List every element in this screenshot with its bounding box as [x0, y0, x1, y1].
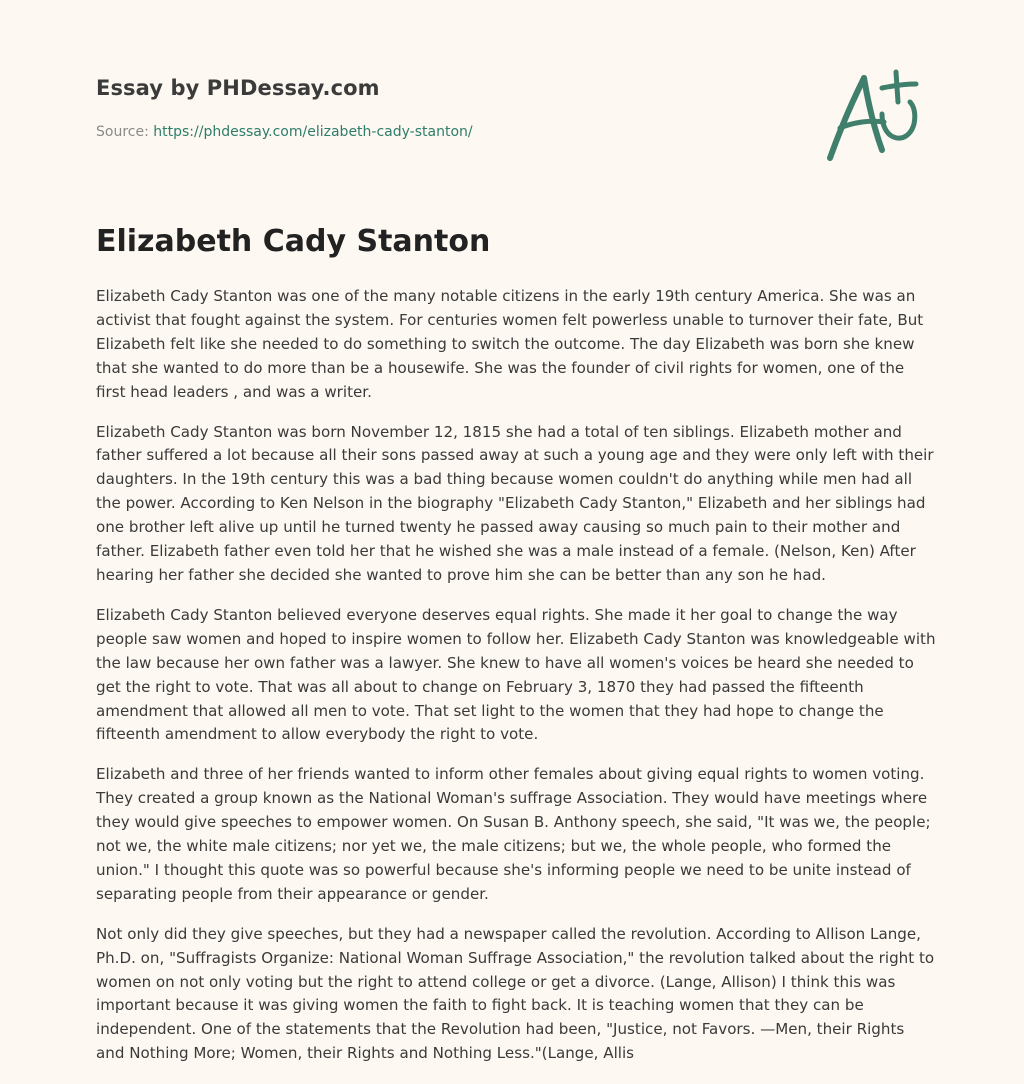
- source-line: [96, 124, 473, 140]
- site-title: Essay by PHDessay.com: [96, 76, 380, 100]
- a-plus-logo-icon: [818, 66, 930, 168]
- source-label: Source:: [96, 124, 149, 140]
- essay-paragraph: Elizabeth Cady Stanton was one of the many notable citizens in the early 19th century America. She was an activist that fought against the system. For centuries women felt powerless unable to turnover their fate, But Elizabeth felt like she needed to do something to switch the outcome. The day Elizabeth was born she knew that she wanted to do more than be a housewife. She was the founder of civil rights for women, one of the first head leaders , and was a writer.: [96, 287, 924, 401]
- essay-paragraph: Elizabeth Cady Stanton believed everyone deserves equal rights. She made it her goal to change the way people saw women and hoped to inspire women to follow her. Elizabeth Cady Stanton was knowledgeable with the law because her own father was a lawyer. She knew to have all women's voices be heard she needed to get the right to vote. That was all about to change on February 3, 1870 they had passed the fifteenth amendment that allowed all men to vote. That set light to the women that they had hope to change the fifteenth amendment to allow everybody the right to vote.: [96, 605, 936, 744]
- essay-title: Elizabeth Cady Stanton: [96, 224, 491, 259]
- essay-paragraph: Elizabeth and three of her friends wanted to inform other females about giving equal rights to women voting. They created a group known as the National Woman's suffrage Association. They would have meetings where they would give speeches to empower women. On Susan B. Anthony speech, she said, "It was we, the people; not we, the white male citizens; nor yet we, the male citizens; but we, the whole people, who formed the union." I thought this quote was so powerful because she's informing people we need to be unite instead of separating people from their appearance or gender.: [96, 765, 931, 903]
- essay-paragraph: Elizabeth Cady Stanton was born November 12, 1815 she had a total of ten siblings. Elizabeth mother and father suffered a lot because all their sons passed away at such a young age and they were only left with their daughters. In the 19th century this was a bad thing because women couldn't do anything while men had all the power. According to Ken Nelson in the biography "Elizabeth Cady Stanton," Elizabeth and her siblings had one brother left alive up until he turned twenty he passed away causing so much pain to their mother and father. Elizabeth father even told her that he wished she was a male instead of a female. (Nelson, Ken) After hearing her father she decided she wanted to prove him she can be better than any son he had.: [96, 422, 934, 584]
- essay-paragraph: Not only did they give speeches, but they had a newspaper called the revolution. According to Allison Lange, Ph.D. on, "Suffragists Organize: National Woman Suffrage Association," the revolution talked about the right to women on not only voting but the right to attend college or get a divorce. (Lange, Allison) I think this was important because it was giving women the faith to fight back. It is teaching women that they can be independent. One of the statements that the Revolution had been, "Justice, not Favors. —Men, their Rights and Nothing More; Women, their Rights and Nothing Less."(Lange, Allis: [96, 924, 935, 1063]
- source-link[interactable]: https://phdessay.com/elizabeth-cady-stanton/: [153, 124, 473, 140]
- essay-body: [96, 285, 936, 1075]
